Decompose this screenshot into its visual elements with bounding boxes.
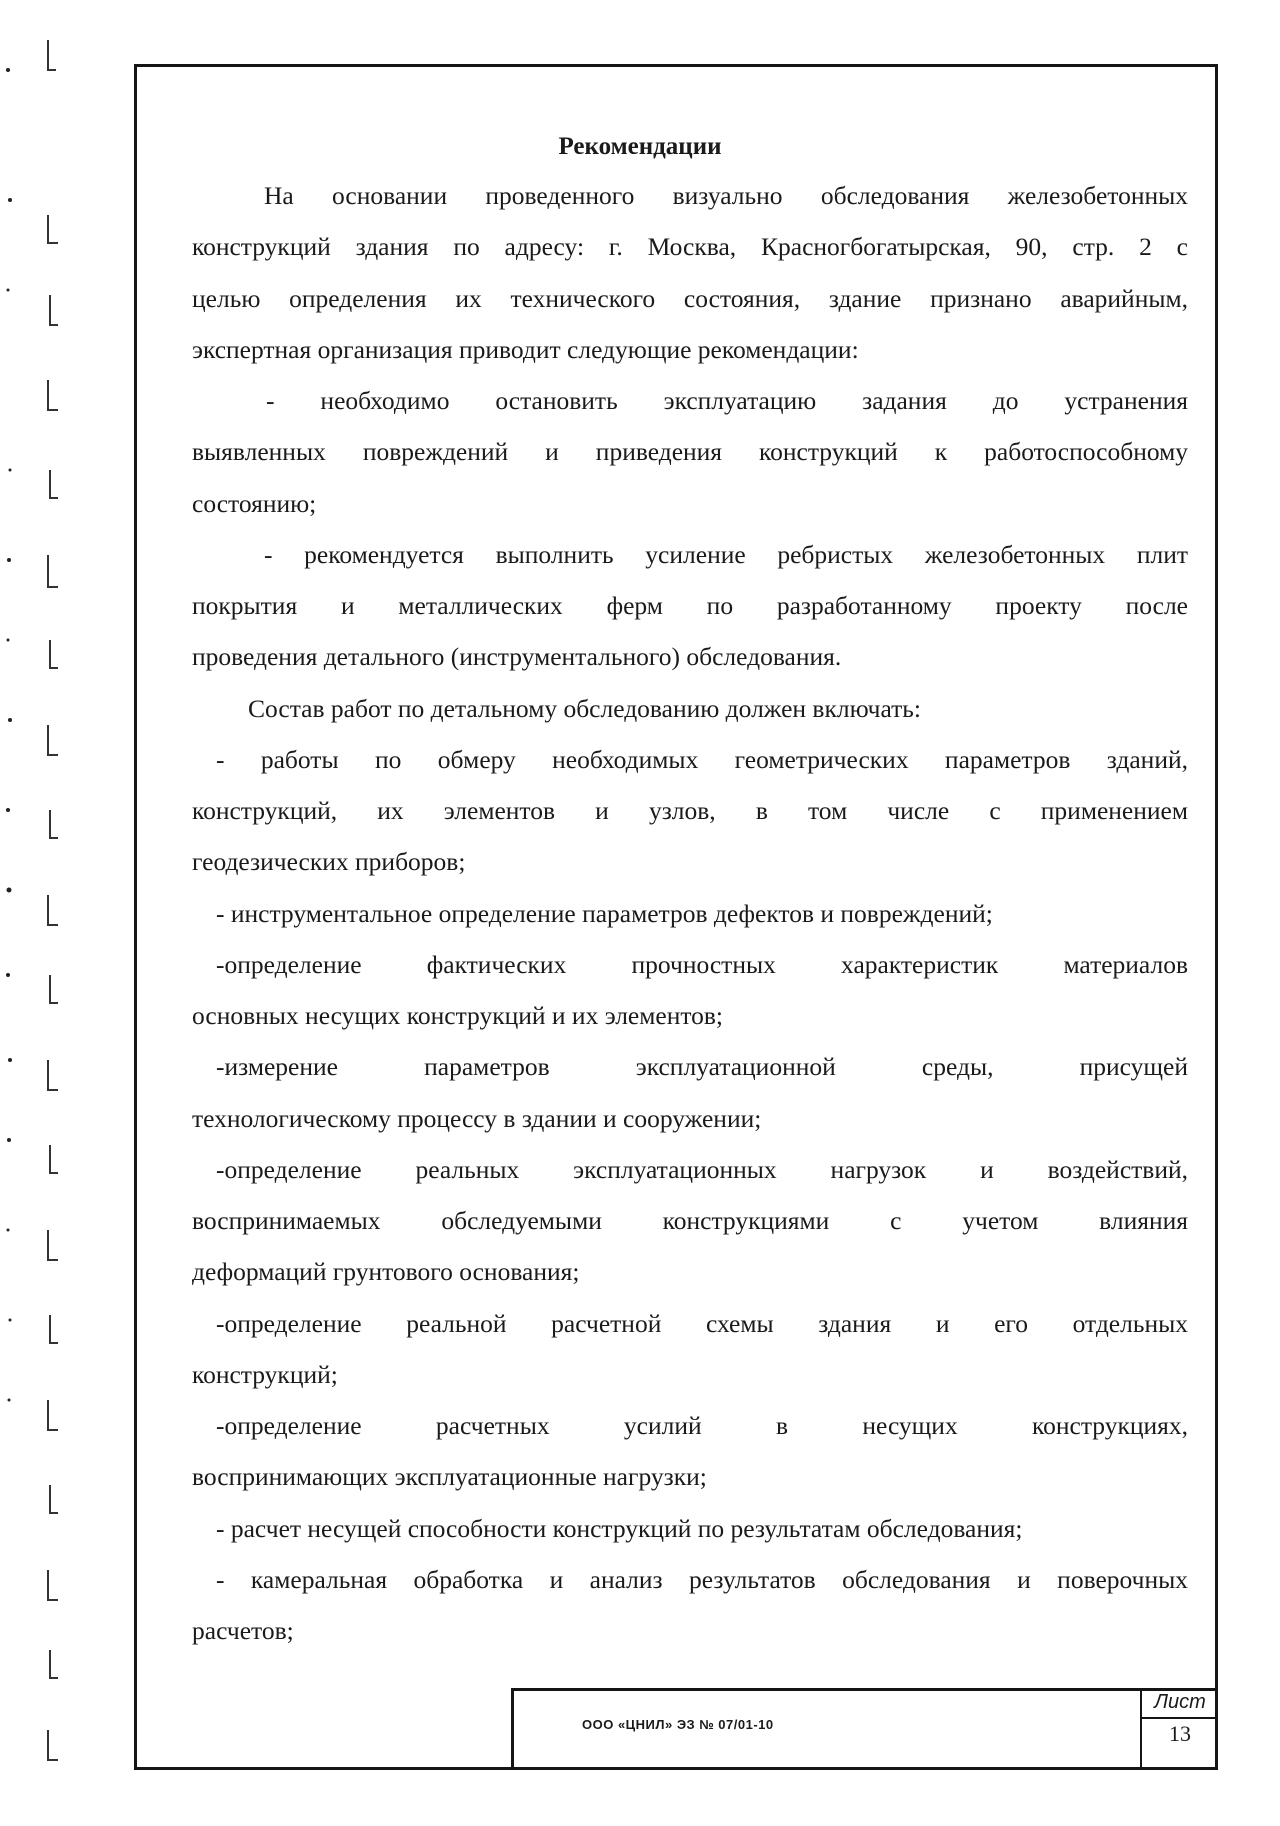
paragraph-line: -определение расчетных усилий в несущих конструкциях, — [216, 1411, 1188, 1440]
binding-margin-marks — [0, 0, 110, 1826]
paragraph-line: воспринимающих эксплуатационные нагрузки; — [192, 1462, 707, 1491]
document-code: ООО «ЦНИЛ» ЭЗ № 07/01-10 — [582, 1717, 774, 1732]
paragraph-line: геодезических приборов; — [192, 847, 466, 876]
paragraph-line: - расчет несущей способности конструкций по результатам обследования; — [216, 1514, 1023, 1543]
paragraph-line: состоянию; — [192, 489, 317, 518]
paragraph-line: -определение реальных эксплуатационных нагрузок и воздействий, — [216, 1155, 1188, 1184]
paragraph-line: Состав работ по детальному обследованию должен включать: — [248, 694, 921, 723]
sheet-label: Лист — [1142, 1691, 1218, 1719]
paragraph-line: расчетов; — [192, 1616, 294, 1645]
paragraph-line: -измерение параметров эксплуатационной среды, присущей — [216, 1052, 1188, 1081]
paragraph-line: - рекомендуется выполнить усиление ребристых железобетонных плит — [264, 540, 1188, 569]
paragraph-line: целью определения их технического состояния, здание признано аварийным, — [192, 284, 1188, 313]
paragraph-line: конструкций здания по адресу: г. Москва, Красногбогатырская, 90, стр. 2 с — [192, 232, 1188, 261]
paragraph-line: основных несущих конструкций и их элементов; — [192, 1001, 724, 1030]
paragraph-line: проведения детального (инструментального) обследования. — [192, 642, 842, 671]
title-block-stamp — [511, 1688, 1218, 1770]
paragraph-line: деформаций грунтового основания; — [192, 1257, 580, 1286]
paragraph-line: - камеральная обработка и анализ результатов обследования и поверочных — [216, 1565, 1188, 1594]
paragraph-line: покрытия и металлических ферм по разработанному проекту после — [192, 591, 1188, 620]
paragraph-line: технологическому процессу в здании и сооружении; — [192, 1104, 762, 1133]
paragraph-line: - работы по обмеру необходимых геометрических параметров зданий, — [216, 745, 1188, 774]
sheet-cell — [1140, 1691, 1218, 1770]
paragraph-line: воспринимаемых обследуемыми конструкциями с учетом влияния — [192, 1206, 1188, 1235]
sheet-number: 13 — [1169, 1721, 1191, 1746]
paragraph-line: экспертная организация приводит следующие рекомендации: — [192, 335, 859, 364]
paragraph-line: -определение фактических прочностных характеристик материалов — [216, 950, 1188, 979]
paragraph-line: конструкций, их элементов и узлов, в том числе с применением — [192, 796, 1188, 825]
paragraph-line: выявленных повреждений и приведения конструкций к работоспособному — [192, 437, 1188, 466]
paragraph-line: На основании проведенного визуально обследования железобетонных — [264, 181, 1188, 210]
paragraph-line: - инструментальное определение параметров дефектов и повреждений; — [216, 899, 993, 928]
paragraph-line: - необходимо остановить эксплуатацию задания до устранения — [266, 386, 1188, 415]
page-title: Рекомендации — [558, 133, 722, 160]
paragraph-line: конструкций; — [192, 1360, 338, 1389]
paragraph-line: -определение реальной расчетной схемы здания и его отдельных — [216, 1309, 1188, 1338]
